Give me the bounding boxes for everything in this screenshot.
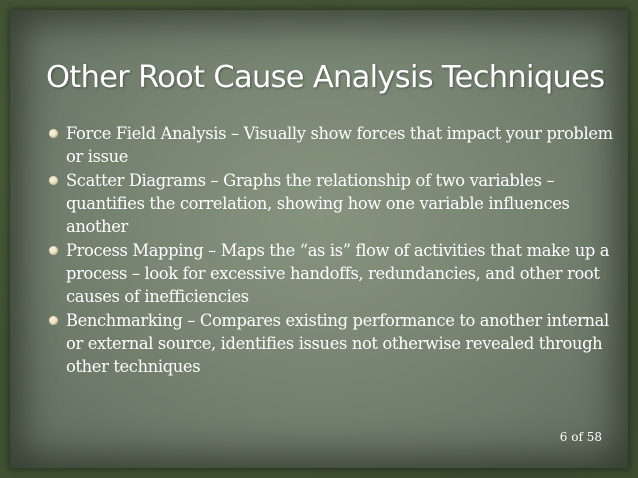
bullet-item-scatter-diagrams bbox=[48, 169, 616, 238]
bullet-item-force-field bbox=[48, 122, 616, 168]
bullet-item-benchmarking bbox=[48, 309, 616, 378]
slide-title: Other Root Cause Analysis Techniques bbox=[46, 60, 605, 95]
bullet-text: Process Mapping – Maps the “as is” flow of activities that make up a process – look for excessive handoffs, redundancies, and other root causes of inefficiencies bbox=[66, 241, 610, 306]
bullet-text: Scatter Diagrams – Graphs the relationship of two variables – quantifies the correlation, showing how one variable influences another bbox=[66, 171, 570, 236]
bullet-icon bbox=[49, 176, 58, 185]
slide bbox=[10, 10, 628, 468]
page-number: 6 of 58 bbox=[559, 430, 602, 444]
bullet-text: Force Field Analysis – Visually show forces that impact your problem or issue bbox=[66, 124, 613, 166]
bullet-text: Benchmarking – Compares existing performance to another internal or external source, identifies issues not otherwise revealed through other techniques bbox=[66, 311, 609, 376]
bullet-icon bbox=[49, 129, 58, 138]
bullet-item-process-mapping bbox=[48, 239, 616, 308]
bullet-list bbox=[48, 122, 616, 379]
bullet-icon bbox=[49, 316, 58, 325]
bullet-icon bbox=[49, 246, 58, 255]
